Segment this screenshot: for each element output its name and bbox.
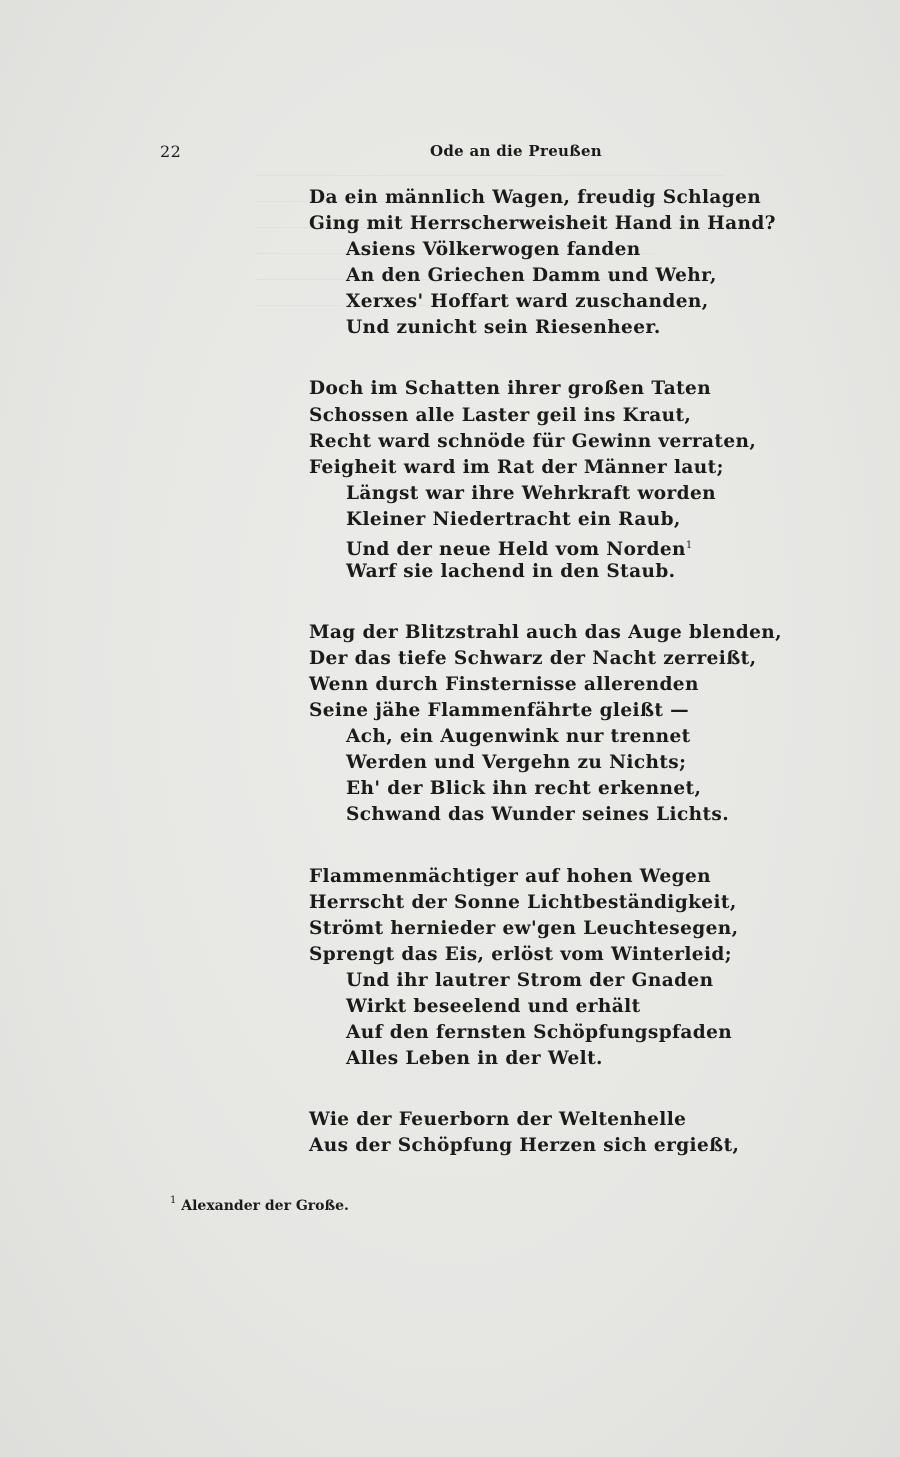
poem-line: Sprengt das Eis, erlöst vom Winterleid; xyxy=(309,944,732,965)
poem-line: Mag der Blitzstrahl auch das Auge blenden, xyxy=(309,622,782,643)
footnote-marker: 1 xyxy=(170,1195,177,1206)
poem-line: Werden und Vergehn zu Nichts; xyxy=(346,752,687,773)
poem-line: Seine jähe Flammenfährte gleißt — xyxy=(309,700,690,721)
poem-line: Feigheit ward im Rat der Männer laut; xyxy=(309,457,724,478)
poem-line: Und ihr lautrer Strom der Gnaden xyxy=(346,970,714,991)
poem-line: Warf sie lachend in den Staub. xyxy=(346,561,676,582)
poem-line: Schwand das Wunder seines Lichts. xyxy=(346,804,730,825)
poem-line: Ach, ein Augenwink nur trennet xyxy=(346,726,691,747)
footnote-text: Alexander der Große. xyxy=(181,1198,349,1214)
poem-line: Ging mit Herrscherweisheit Hand in Hand? xyxy=(309,213,776,234)
footnote xyxy=(170,1195,349,1214)
poem-line: Doch im Schatten ihrer großen Taten xyxy=(309,378,712,399)
poem-line: Wenn durch Finsternisse allerenden xyxy=(309,674,699,695)
poem-line: Aus der Schöpfung Herzen sich ergießt, xyxy=(309,1135,740,1156)
poem-line: Strömt hernieder ew'gen Leuchtesegen, xyxy=(309,918,739,939)
poem-line: Alles Leben in der Welt. xyxy=(346,1048,603,1069)
poem-line: Kleiner Niedertracht ein Raub, xyxy=(346,509,681,530)
poem-line: Asiens Völkerwogen fanden xyxy=(346,239,641,260)
poem-line: Schossen alle Laster geil ins Kraut, xyxy=(309,405,692,426)
poem-line-text: Und der neue Held vom Norden xyxy=(346,539,686,560)
poem-line: Auf den fernsten Schöpfungspfaden xyxy=(346,1022,733,1043)
poem-line: Eh' der Blick ihn recht erkennet, xyxy=(346,778,702,799)
poem-line: Flammenmächtiger auf hohen Wegen xyxy=(309,866,711,887)
poem-line: An den Griechen Damm und Wehr, xyxy=(346,265,717,286)
poem-line: Der das tiefe Schwarz der Nacht zerreißt, xyxy=(309,648,757,669)
page-number: 22 xyxy=(160,142,182,161)
poem-line: Da ein männlich Wagen, freudig Schlagen xyxy=(309,187,762,208)
poem-line: Wie der Feuerborn der Weltenhelle xyxy=(309,1109,687,1130)
poem-line: Recht ward schnöde für Gewinn verraten, xyxy=(309,431,757,452)
poem-line: Herrscht der Sonne Lichtbeständigkeit, xyxy=(309,892,737,913)
footnote-reference: 1 xyxy=(685,540,693,551)
page-header xyxy=(160,142,740,166)
poem-line: Xerxes' Hoffart ward zuschanden, xyxy=(346,291,709,312)
running-title: Ode an die Preußen xyxy=(430,142,602,160)
poem-line: Längst war ihre Wehrkraft worden xyxy=(346,483,717,504)
poem-line-with-footnote xyxy=(346,535,693,561)
poem-line: Wirkt beseelend und erhält xyxy=(346,996,641,1017)
poem-line: Und zunicht sein Riesenheer. xyxy=(346,317,661,338)
